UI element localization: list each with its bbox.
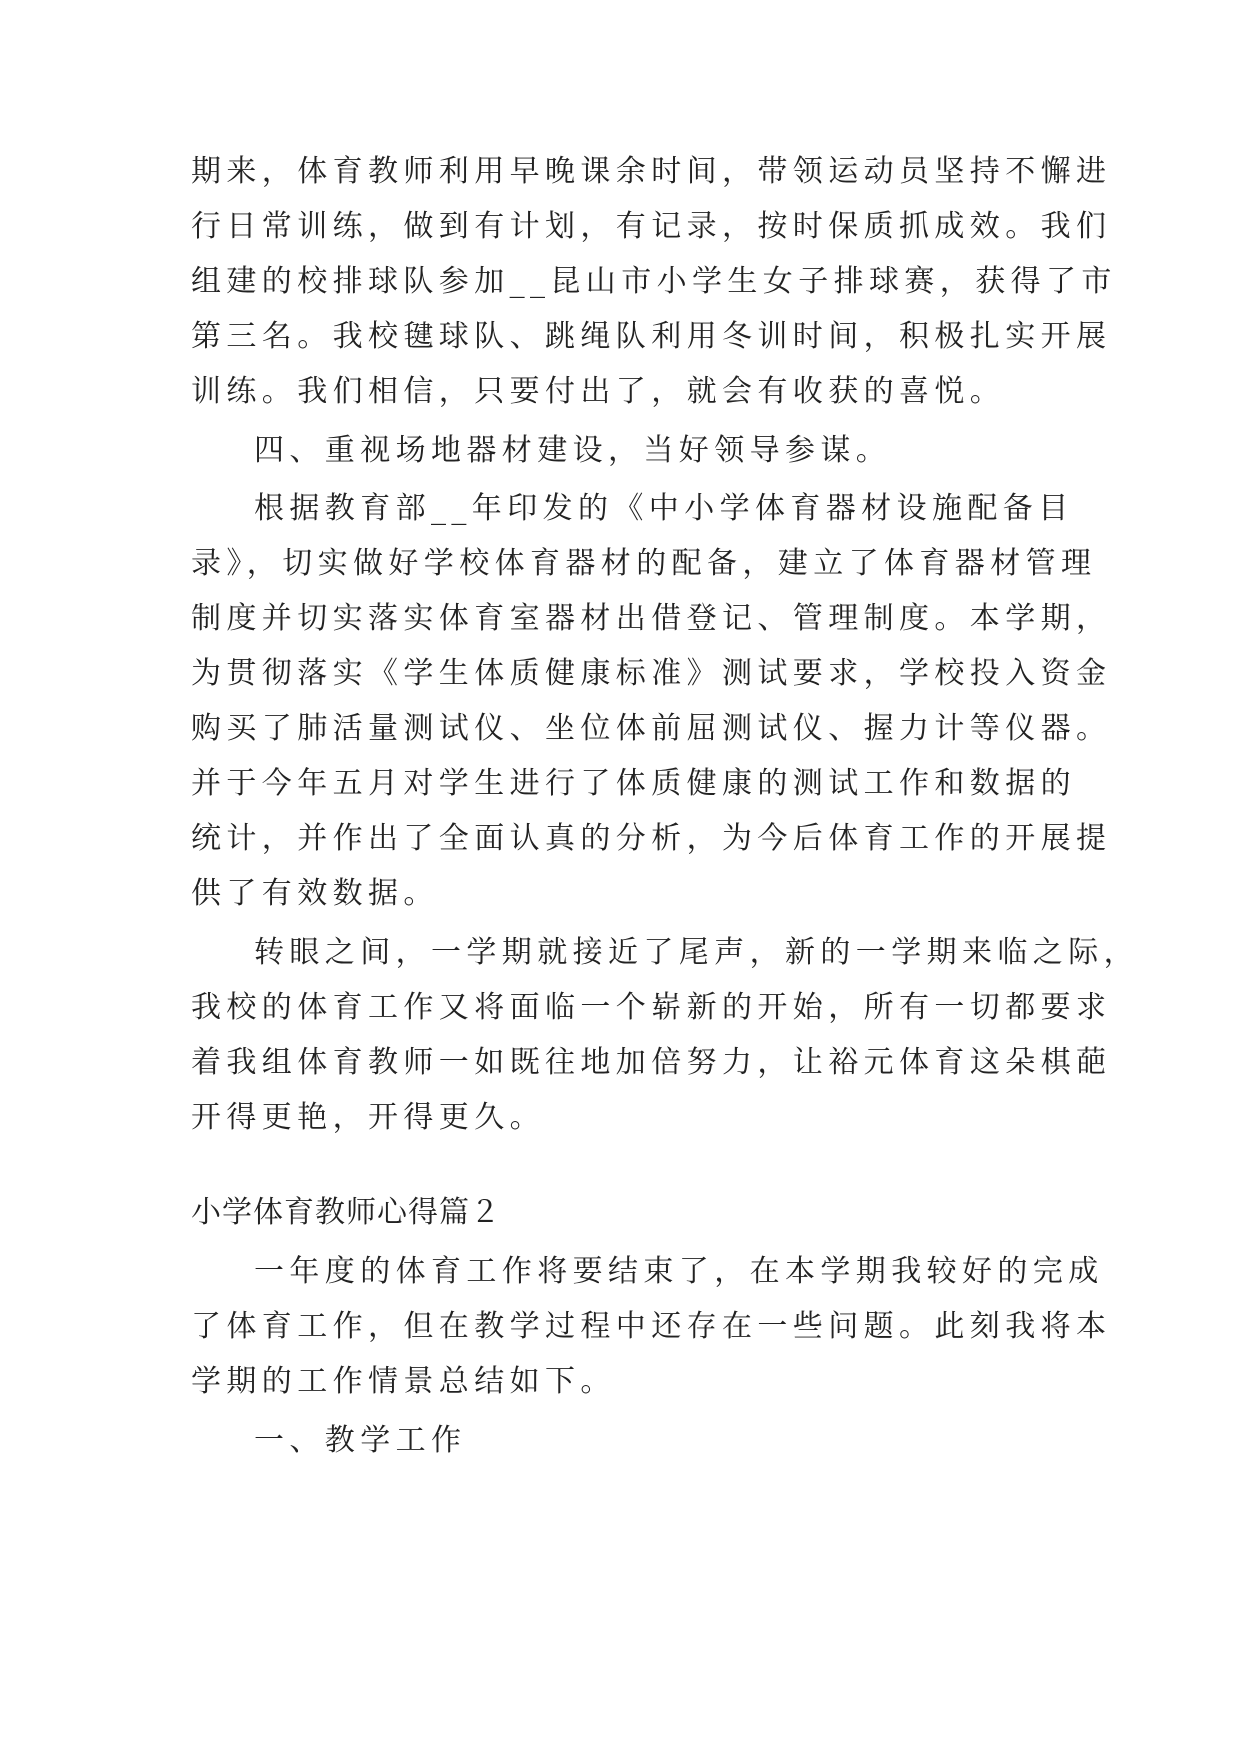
body-text-line: 了体育工作，但在教学过程中还存在一些问题。此刻我将本 [191,1309,1112,1344]
paragraph-first-line: 转眼之间，一学期就接近了尾声，新的一学期来临之际， [254,935,1139,970]
body-text-line: 录》，切实做好学校体育器材的配备，建立了体育器材管理 [191,546,1097,581]
body-text-line: 并于今年五月对学生进行了体质健康的测试工作和数据的 [191,766,1076,801]
section-heading: 一、教学工作 [254,1423,467,1458]
body-text-line: 组建的校排球队参加__昆山市小学生女子排球赛，获得了市 [191,264,1117,299]
body-text-line: 供了有效数据。 [191,876,439,911]
body-text-line: 我校的体育工作又将面临一个崭新的开始，所有一切都要求 [191,990,1112,1025]
body-text-line: 学期的工作情景总结如下。 [191,1364,616,1399]
body-text-line: 购买了肺活量测试仪、坐位体前屈测试仪、握力计等仪器。 [191,711,1112,746]
paragraph-first-line: 根据教育部__年印发的《中小学体育器材设施配备目 [254,491,1074,526]
body-text-line: 期来，体育教师利用早晚课余时间，带领运动员坚持不懈进 [191,154,1112,189]
paragraph-first-line: 一年度的体育工作将要结束了，在本学期我较好的完成 [254,1254,1104,1289]
body-text-line: 开得更艳，开得更久。 [191,1100,545,1135]
body-text-line: 第三名。我校毽球队、跳绳队利用冬训时间，积极扎实开展 [191,319,1112,354]
body-text-line: 训练。我们相信，只要付出了，就会有收获的喜悦。 [191,374,1006,409]
body-text-line: 为贯彻落实《学生体质健康标准》测试要求，学校投入资金 [191,656,1112,691]
section-heading: 四、重视场地器材建设，当好领导参谋。 [254,433,892,468]
article-title: 小学体育教师心得篇２ [191,1195,501,1230]
body-text-line: 制度并切实落实体育室器材出借登记、管理制度。本学期， [191,601,1112,636]
body-text-line: 着我组体育教师一如既往地加倍努力，让裕元体育这朵棋葩 [191,1045,1112,1080]
body-text-line: 统计，并作出了全面认真的分析，为今后体育工作的开展提 [191,821,1112,856]
body-text-line: 行日常训练，做到有计划，有记录，按时保质抓成效。我们 [191,209,1112,244]
